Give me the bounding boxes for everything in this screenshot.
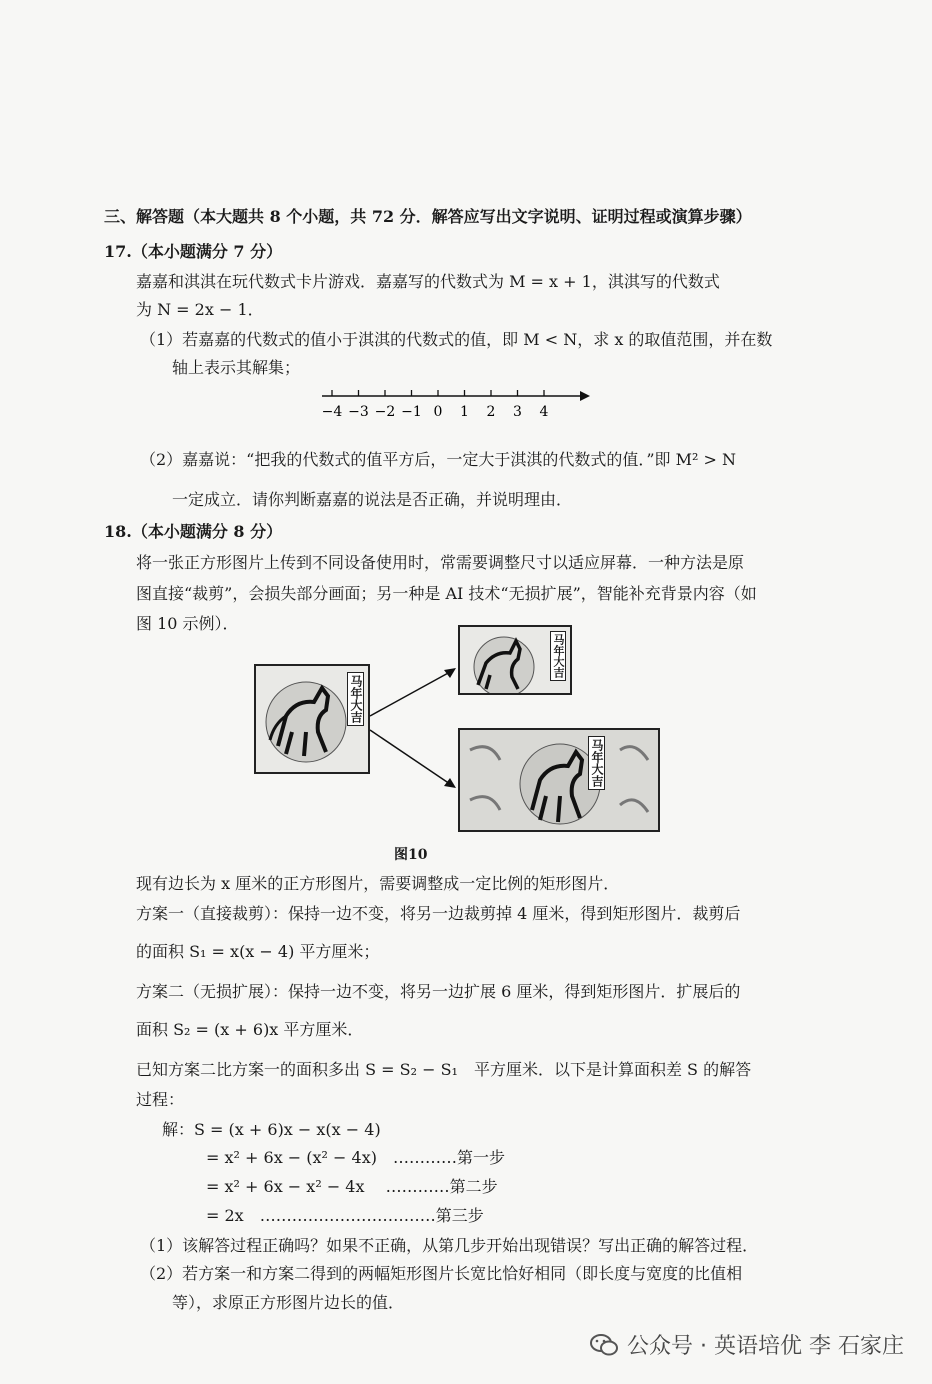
number-line-label: −1: [401, 404, 422, 420]
q18-text-7: 过程：: [136, 1090, 185, 1109]
q17-part1-line2: 轴上表示其解集；: [172, 358, 301, 377]
number-line-label: −4: [321, 404, 343, 420]
q18-intro-1: 将一张正方形图片上传到不同设备使用时，常需要调整尺寸以适应屏幕．一种方法是原: [136, 553, 745, 572]
q17-intro-2: 为 N = 2x − 1．: [136, 300, 264, 319]
solution-step-3: = 2x ……………………………第三步: [206, 1206, 484, 1225]
q17-part2-line1: （2）嘉嘉说：“把我的代数式的值平方后，一定大于淇淇的代数式的值．”即 M² > N: [140, 450, 737, 469]
q18-part2-line1: （2）若方案一和方案二得到的两幅矩形图片长宽比恰好相同（即长度与宽度的比值相: [140, 1264, 743, 1283]
number-line-label: 2: [486, 404, 496, 420]
q18-text-5: 面积 S₂ = (x + 6)x 平方厘米．: [136, 1020, 364, 1039]
watermark: [589, 1329, 904, 1360]
solution-step-1: = x² + 6x − (x² − 4x) …………第一步: [206, 1148, 505, 1167]
q18-text-6: 已知方案二比方案一的面积多出 S = S₂ − S₁ 平方厘米．以下是计算面积差 S 的解答: [136, 1060, 752, 1079]
q17-part1-line1: （1）若嘉嘉的代数式的值小于淇淇的代数式的值，即 M < N，求 x 的取值范围，并在数: [140, 330, 773, 349]
figure-cropped: [458, 625, 572, 695]
section-title: 三、解答题（本大题共 8 个小题，共 72 分．解答应写出文字说明、证明过程或演算步骤）: [104, 207, 752, 226]
arrow-down-icon: [444, 778, 456, 788]
q18-text-2: 方案一（直接裁剪）：保持一边不变，将另一边裁剪掉 4 厘米，得到矩形图片．裁剪后: [136, 904, 741, 923]
number-line: [318, 384, 590, 424]
q18-text-3: 的面积 S₁ = x(x − 4) 平方厘米；: [136, 942, 380, 961]
wechat-icon: [589, 1332, 619, 1358]
number-line-label: 4: [539, 404, 549, 420]
q18-part1: （1）该解答过程正确吗？如果不正确，从第几步开始出现错误？写出正确的解答过程．: [140, 1236, 759, 1255]
q17-intro-1: 嘉嘉和淇淇在玩代数式卡片游戏．嘉嘉写的代数式为 M = x + 1，淇淇写的代数式: [136, 272, 720, 291]
figure-caption: 图10: [394, 847, 428, 863]
solution-step-2: = x² + 6x − x² − 4x …………第二步: [206, 1177, 498, 1196]
number-line-arrow-icon: [580, 391, 590, 401]
q18-intro-3: 图 10 示例）．: [136, 614, 239, 633]
q18-intro-2: 图直接“裁剪”，会损失部分画面；另一种是 AI 技术“无损扩展”，智能补充背景内容（如: [136, 584, 757, 603]
q18-text-4: 方案二（无损扩展）：保持一边不变，将另一边扩展 6 厘米，得到矩形图片．扩展后的: [136, 982, 741, 1001]
stamp-extended: 马年大吉: [588, 736, 605, 790]
q18-text-1: 现有边长为 x 厘米的正方形图片，需要调整成一定比例的矩形图片．: [136, 874, 620, 893]
stamp-original: 马年大吉: [347, 672, 364, 726]
number-line-label: 3: [513, 404, 522, 420]
q17-part2-line2: 一定成立．请你判断嘉嘉的说法是否正确，并说明理由．: [172, 490, 573, 509]
horse-icon: [460, 730, 658, 830]
q17-header: 17.（本小题满分 7 分）: [104, 242, 283, 261]
solution-step-0: 解：S = (x + 6)x − x(x − 4): [162, 1120, 381, 1139]
watermark-text: 公众号 · 英语培优 李 石家庄: [627, 1334, 904, 1359]
number-line-label: −2: [374, 404, 396, 420]
figure-arrows: [368, 660, 460, 800]
number-line-label: 0: [433, 404, 443, 420]
q18-part2-line2: 等），求原正方形图片边长的值．: [172, 1293, 405, 1312]
figure-original-square: [254, 664, 370, 774]
figure-extended: [458, 728, 660, 832]
number-line-label: −3: [348, 404, 369, 420]
arrow-up-icon: [444, 668, 456, 678]
stamp-cropped: 马年大吉: [550, 631, 566, 681]
number-line-label: 1: [460, 404, 469, 420]
q18-header: 18.（本小题满分 8 分）: [104, 522, 283, 541]
